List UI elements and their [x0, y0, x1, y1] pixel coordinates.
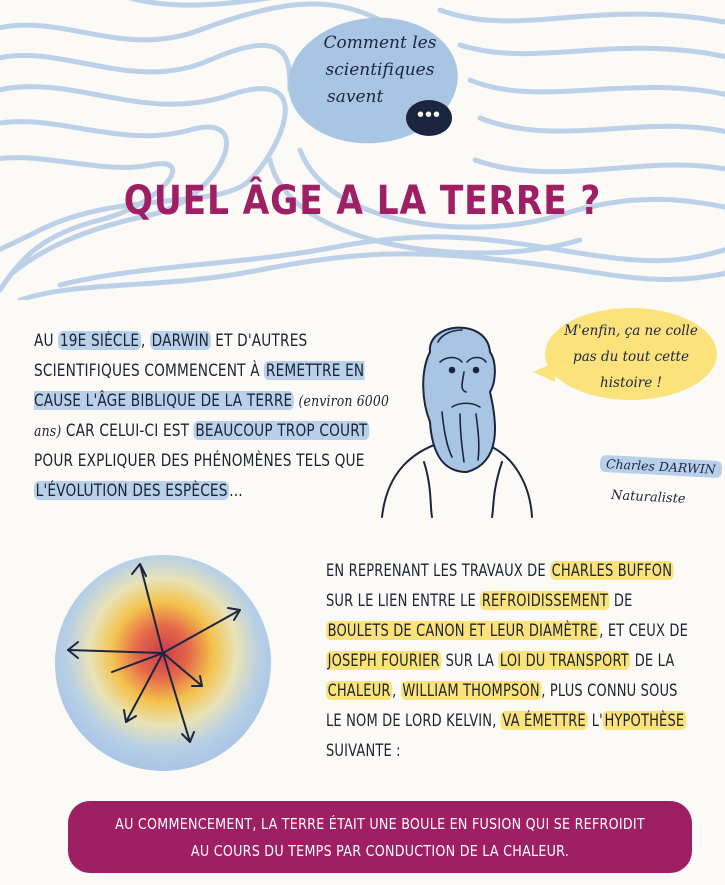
banner-line1: AU COMMENCEMENT, LA TERRE ÉTAIT UNE BOULE EN FUSION QUI SE REFROIDIT — [115, 815, 645, 833]
kelvin-highlight-thompson: WILLIAM THOMPSON — [402, 681, 540, 700]
kelvin-text-3: DE — [609, 591, 633, 610]
intro-highlight-too-short: BEAUCOUP TROP COURT — [195, 421, 368, 440]
darwin-portrait-illustration — [372, 312, 542, 522]
header-bubble-line1: Comment les — [323, 33, 437, 53]
intro-highlight-evolution: L'ÉVOLUTION DES ESPÈCES — [35, 481, 228, 500]
kelvin-text-10: SUIVANTE : — [326, 741, 401, 760]
hypothesis-banner-text — [68, 811, 692, 865]
speech-bubble-text — [556, 318, 706, 396]
speech-line3: histoire ! — [600, 375, 662, 391]
banner-line2: AU COURS DU TEMPS PAR CONDUCTION DE LA CHALEUR. — [190, 842, 570, 860]
intro-text-1: AU — [34, 331, 59, 350]
kelvin-highlight-fourier: JOSEPH FOURIER — [327, 651, 440, 670]
kelvin-highlight-transport-law: LOI DU TRANSPORT — [499, 651, 629, 670]
intro-paragraph — [34, 326, 403, 506]
kelvin-highlight-cooling: REFROIDISSEMENT — [481, 591, 609, 610]
kelvin-highlight-heat: CHALEUR — [327, 681, 391, 700]
cooling-earth-sphere-illustration — [52, 552, 274, 774]
header-bubble-line2: scientifiques — [325, 60, 435, 80]
kelvin-text-7: , — [392, 681, 401, 700]
intro-highlight-century: 19E SIÈCLE — [59, 331, 140, 350]
intro-text-6: POUR EXPLIQUER DES PHÉNOMÈNES TELS QUE — [34, 451, 365, 470]
kelvin-highlight-buffon: CHARLES BUFFON — [551, 561, 673, 580]
kelvin-highlight-will-emit: VA ÉMETTRE — [502, 711, 586, 730]
intro-text-2: , — [140, 331, 150, 350]
kelvin-text-1: EN REPRENANT LES TRAVAUX DE — [326, 561, 551, 580]
kelvin-highlight-hypothesis: HYPOTHÈSE — [604, 711, 685, 730]
page-title: QUEL ÂGE A LA TERRE ? — [123, 178, 602, 224]
kelvin-text-8: , PLUS CONNU SOUS LE NOM DE LORD KELVIN, — [326, 681, 678, 730]
kelvin-text-6: DE LA — [630, 651, 675, 670]
header-bubble-line3: savent — [327, 87, 384, 107]
intro-highlight-biblical-age: REMETTRE EN CAUSE L'ÂGE BIBLIQUE DE LA TERRE — [34, 361, 365, 410]
header-bubble-text — [305, 30, 455, 111]
kelvin-paragraph — [326, 556, 697, 766]
intro-text-7: ... — [229, 481, 243, 500]
intro-text-5: CAR CELUI-CI EST — [61, 421, 194, 440]
kelvin-text-5: SUR LA — [441, 651, 499, 670]
intro-note-6000: (environ 6000 ans) — [34, 392, 390, 440]
kelvin-text-9: L' — [587, 711, 603, 730]
intro-text-3: ET D'AUTRES SCIENTIFIQUES COMMENCENT À — [34, 331, 308, 380]
intro-highlight-darwin: DARWIN — [151, 331, 210, 350]
kelvin-highlight-cannonballs: BOULETS DE CANON ET LEUR DIAMÈTRE — [327, 621, 598, 640]
speech-line1: M'enfin, ça ne colle — [564, 323, 698, 339]
portrait-role-label: Naturaliste — [610, 488, 686, 507]
speech-line2: pas du tout cette — [573, 349, 689, 365]
kelvin-text-4: , ET CEUX DE — [599, 621, 688, 640]
portrait-name-label: Charles DARWIN — [600, 455, 722, 478]
kelvin-text-2: SUR LE LIEN ENTRE LE — [326, 591, 481, 610]
ellipsis-icon: ••• — [406, 100, 452, 136]
